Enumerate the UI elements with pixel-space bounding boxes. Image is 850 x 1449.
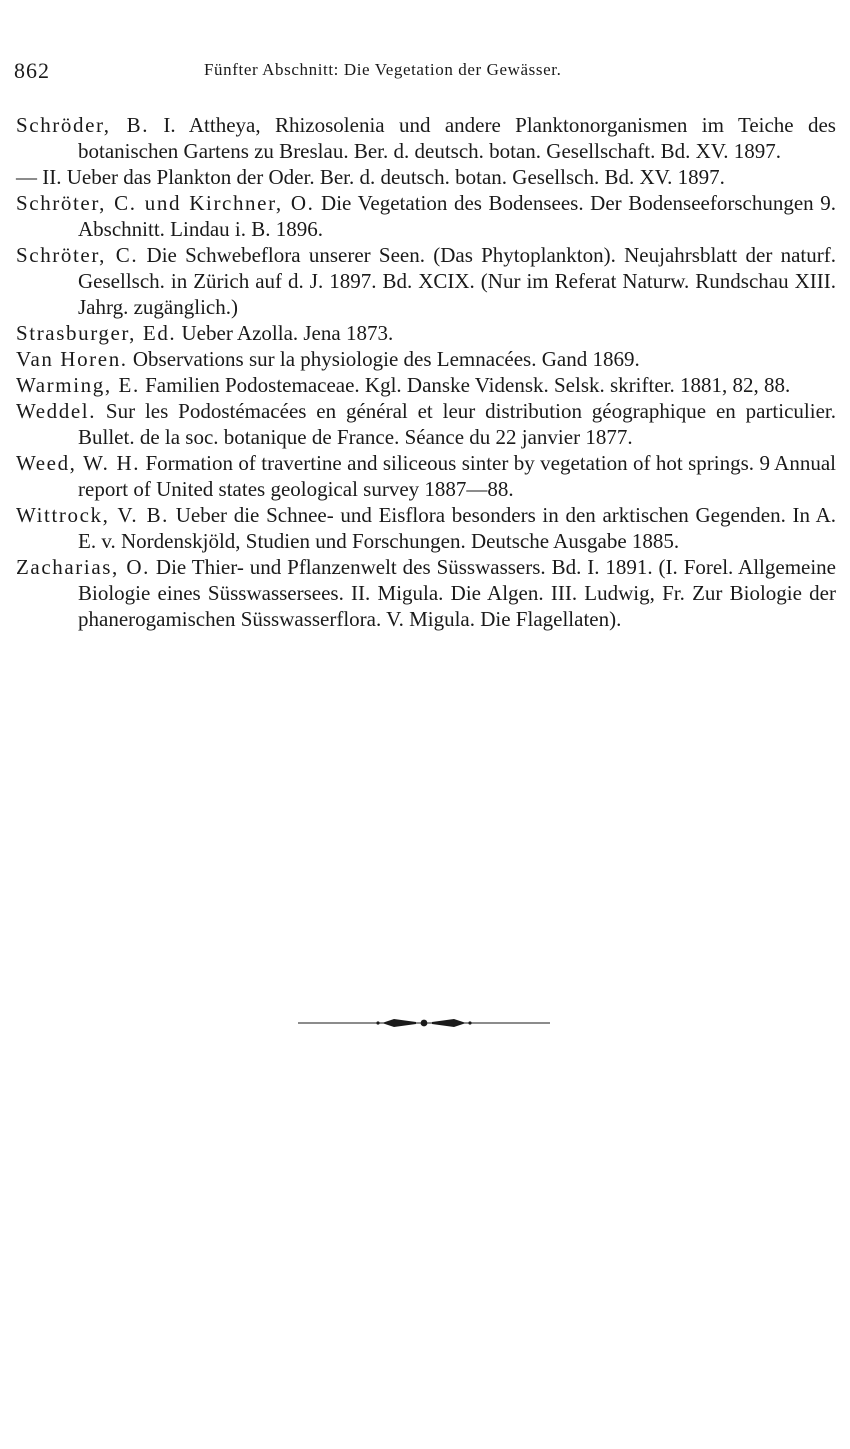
bibliography-entry <box>16 398 836 450</box>
entry-text: I. Attheya, Rhizosolenia und andere Planktonorganismen im Teiche des botanischen Gartens zu Breslau. Ber. d. deutsch. botan. Gesellschaft. Bd. XV. 1897. <box>78 113 836 163</box>
entry-text: Die Schwebeflora unserer Seen. (Das Phytoplankton). Neujahrsblatt der naturf. Gesellsch. in Zürich auf d. J. 1897. Bd. XCIX. (Nur im Referat Naturw. Rundschau XIII. Jahrg. zugänglich.) <box>78 243 836 319</box>
entry-text: Ueber die Schnee- und Eisflora besonders in den arktischen Gegenden. In A. E. v. Nordenskjöld, Studien und Forschungen. Deutsche Ausgabe 1885. <box>78 503 836 553</box>
entry-text: Sur les Podostémacées en général et leur distribution géographique en particulier. Bullet. de la soc. botanique de France. Séance du 22 janvier 1877. <box>78 399 836 449</box>
entry-author: Schröder, B. <box>16 113 150 137</box>
entry-text: Die Vegetation des Bodensees. Der Bodenseeforschungen 9. Abschnitt. Lindau i. B. 1896. <box>78 191 836 241</box>
entry-author: Wittrock, V. B. <box>16 503 170 527</box>
entry-author: Warming, E. <box>16 373 140 397</box>
bibliography-entry <box>16 112 836 164</box>
bibliography-entry <box>16 320 836 346</box>
entry-author: Zacharias, O. <box>16 555 150 579</box>
bibliography-entry <box>16 346 836 372</box>
bibliography-entry <box>16 450 836 502</box>
entry-author: Van Horen. <box>16 347 128 371</box>
entry-author: Schröter, C. und Kirchner, O. <box>16 191 315 215</box>
bibliography-entry <box>16 190 836 242</box>
decorative-rule-ornament-icon <box>298 1016 550 1030</box>
bibliography-entry <box>16 164 836 190</box>
bibliography-list <box>16 112 836 632</box>
entry-author: Weed, W. H. <box>16 451 141 475</box>
entry-text: Observations sur la physiologie des Lemnacées. Gand 1869. <box>127 347 640 371</box>
bibliography-entry <box>16 554 836 632</box>
entry-text: Die Thier- und Pflanzenwelt des Süsswassers. Bd. I. 1891. (I. Forel. Allgemeine Biologie eines Süsswassersees. II. Migula. Die Algen. III. Ludwig, Fr. Zur Biologie der phanerogamischen Süsswasserflora. V. Migula. Die Flagellaten). <box>78 555 837 631</box>
bibliography-entry <box>16 502 836 554</box>
bibliography-entry <box>16 372 836 398</box>
entry-text: Familien Podostemaceae. Kgl. Danske Vidensk. Selsk. skrifter. 1881, 82, 88. <box>139 373 791 397</box>
page-header <box>14 58 836 86</box>
entry-text: — II. Ueber das Plankton der Oder. Ber. d. deutsch. botan. Gesellsch. Bd. XV. 1897. <box>16 165 725 189</box>
entry-text: Ueber Azolla. Jena 1873. <box>176 321 394 345</box>
entry-author: Schröter, C. <box>16 243 139 267</box>
entry-author: Weddel. <box>16 399 97 423</box>
bibliography-entry <box>16 242 836 320</box>
entry-author: Strasburger, Ed. <box>16 321 177 345</box>
entry-text: Formation of travertine and siliceous sinter by vegetation of hot springs. 9 Annual report of United states geological survey 1887—88. <box>78 451 837 501</box>
running-title: Fünfter Abschnitt: Die Vegetation der Gewässer. <box>204 60 562 79</box>
page-number: 862 <box>14 58 50 83</box>
